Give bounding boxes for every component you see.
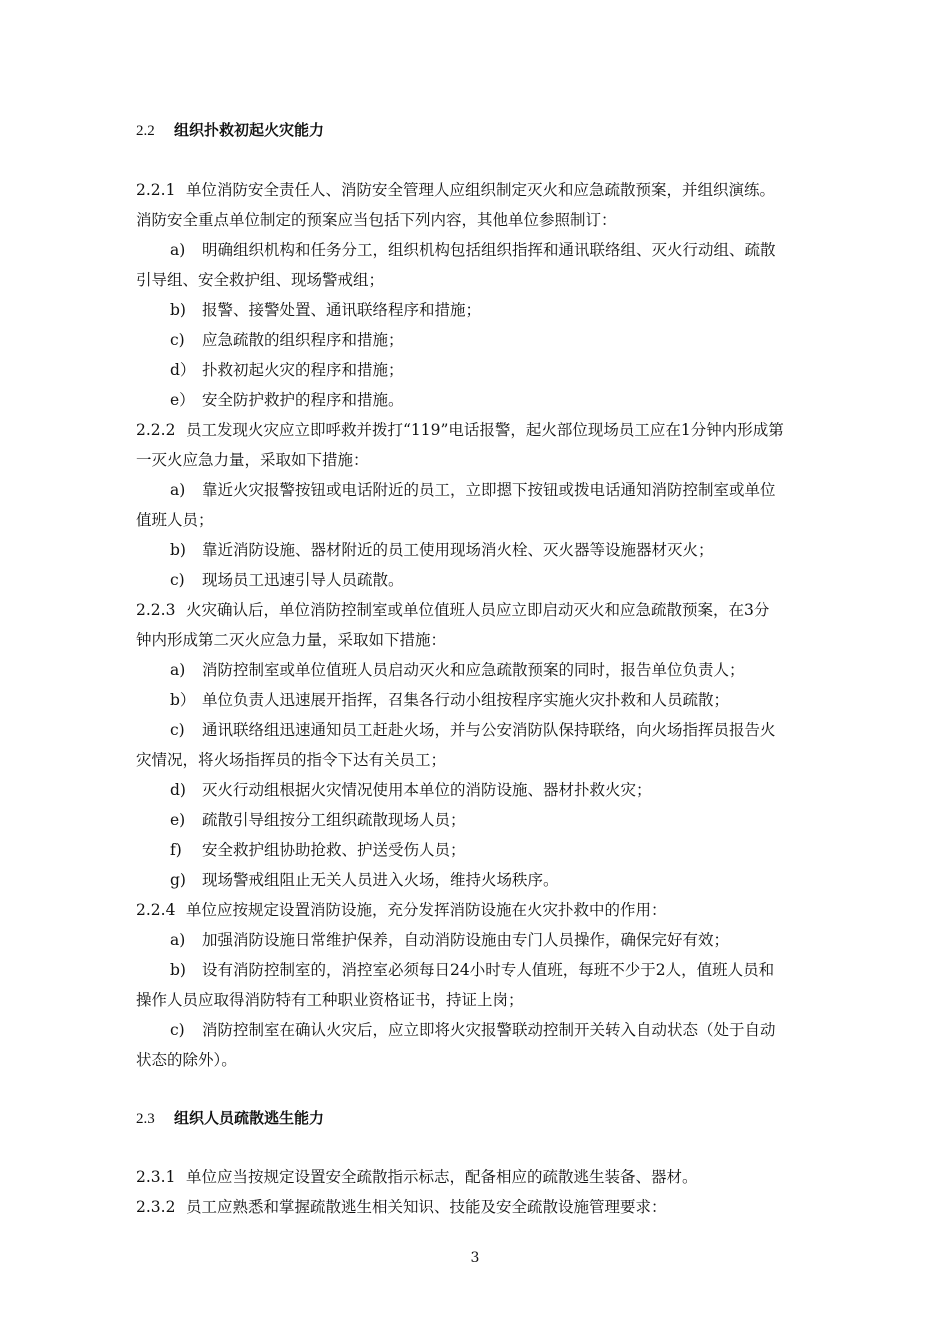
continuation-line — [136, 630, 446, 650]
item-text: 通讯联络组迅速通知员工赶赴火场，并与公安消防队保持联络，向火场指挥员报告火 — [202, 721, 776, 739]
clause-line — [136, 420, 784, 440]
item-marker: a) — [170, 931, 186, 949]
clause-text: 单位应按规定设置消防设施，充分发挥消防设施在火灾扑救中的作用： — [186, 901, 667, 919]
list-item — [170, 360, 404, 380]
item-text: 靠近火灾报警按钮或电话附近的员工，立即摁下按钮或拨电话通知消防控制室或单位 — [202, 481, 776, 499]
item-marker: b） — [170, 691, 196, 709]
clause-line — [136, 900, 667, 920]
clause-line — [136, 180, 775, 200]
clause-line — [136, 1167, 698, 1187]
item-marker: f) — [170, 841, 182, 859]
continuation-line — [136, 510, 214, 530]
list-item — [170, 540, 714, 560]
item-text: 安全防护救护的程序和措施。 — [202, 391, 404, 409]
list-item — [170, 1020, 776, 1040]
item-marker: c) — [170, 1021, 185, 1039]
clause-number: 2.2.3 — [136, 601, 176, 619]
item-text: 安全救护组协助抢救、护送受伤人员； — [202, 841, 466, 859]
item-text: 扑救初起火灾的程序和措施； — [202, 361, 404, 379]
page-number: 3 — [470, 1250, 480, 1266]
item-text: 现场警戒组阻止无关人员进入火场，维持火场秩序。 — [202, 871, 559, 889]
item-marker: c) — [170, 571, 185, 589]
item-text: 消防控制室在确认火灾后，应立即将火灾报警联动控制开关转入自动状态（处于自动 — [202, 1021, 776, 1039]
clause-number: 2.2.4 — [136, 901, 176, 919]
continuation-line — [136, 1050, 237, 1070]
item-marker: b) — [170, 541, 186, 559]
section-heading — [136, 1108, 324, 1129]
clause-line — [136, 1197, 667, 1217]
line-text: 值班人员； — [136, 511, 214, 529]
item-marker: d) — [170, 781, 186, 799]
item-marker: g) — [170, 871, 186, 889]
item-marker: c) — [170, 331, 185, 349]
continuation-line — [136, 210, 617, 230]
list-item — [170, 480, 776, 500]
clause-text: 单位应当按规定设置安全疏散指示标志，配备相应的疏散逃生装备、器材。 — [186, 1168, 698, 1186]
clause-text: 员工发现火灾应立即呼救并拨打“119”电话报警，起火部位现场员工应在1分钟内形成第 — [186, 421, 784, 439]
list-item — [170, 570, 404, 590]
list-item — [170, 660, 745, 680]
section-number: 2.2 — [136, 123, 155, 139]
clause-line — [136, 600, 769, 620]
list-item — [170, 390, 404, 410]
line-text: 操作人员应取得消防特有工种职业资格证书，持证上岗； — [136, 991, 524, 1009]
line-text: 钟内形成第二灭火应急力量，采取如下措施： — [136, 631, 447, 649]
clause-text: 员工应熟悉和掌握疏散逃生相关知识、技能及安全疏散设施管理要求： — [186, 1198, 667, 1216]
list-item — [170, 330, 404, 350]
list-item — [170, 720, 776, 740]
item-text: 明确组织机构和任务分工，组织机构包括组织指挥和通讯联络组、灭火行动组、疏散 — [202, 241, 776, 259]
item-marker: e） — [170, 391, 195, 409]
list-item — [170, 870, 559, 890]
item-text: 报警、接警处置、通讯联络程序和措施； — [202, 301, 482, 319]
line-text: 一灭火应急力量，采取如下措施： — [136, 451, 369, 469]
list-item — [170, 960, 774, 980]
item-marker: a) — [170, 661, 186, 679]
list-item — [170, 240, 776, 260]
line-text: 消防安全重点单位制定的预案应当包括下列内容，其他单位参照制订： — [136, 211, 617, 229]
list-item — [170, 930, 729, 950]
item-text: 消防控制室或单位值班人员启动灭火和应急疏散预案的同时，报告单位负责人； — [202, 661, 745, 679]
line-text: 状态的除外）。 — [136, 1051, 237, 1069]
item-marker: e) — [170, 811, 186, 829]
section-title: 组织人员疏散逃生能力 — [174, 1109, 325, 1127]
line-text: 引导组、安全救护组、现场警戒组； — [136, 271, 385, 289]
item-marker: a) — [170, 241, 186, 259]
item-text: 疏散引导组按分工组织疏散现场人员； — [202, 811, 466, 829]
item-text: 靠近消防设施、器材附近的员工使用现场消火栓、灭火器等设施器材灭火； — [202, 541, 714, 559]
item-text: 灭火行动组根据火灾情况使用本单位的消防设施、器材扑救火灾； — [202, 781, 652, 799]
item-marker: d） — [170, 361, 196, 379]
clause-number: 2.3.1 — [136, 1168, 176, 1186]
section-heading — [136, 120, 324, 141]
clause-number: 2.2.2 — [136, 421, 176, 439]
list-item — [170, 840, 466, 860]
clause-text: 火灾确认后，单位消防控制室或单位值班人员应立即启动灭火和应急疏散预案，在3分 — [186, 601, 770, 619]
item-text: 加强消防设施日常维护保养，自动消防设施由专门人员操作，确保完好有效； — [202, 931, 730, 949]
item-marker: b) — [170, 961, 186, 979]
clause-number: 2.2.1 — [136, 181, 176, 199]
item-marker: b) — [170, 301, 186, 319]
line-text: 灾情况，将火场指挥员的指令下达有关员工； — [136, 751, 447, 769]
continuation-line — [136, 750, 446, 770]
continuation-line — [136, 270, 384, 290]
section-number: 2.3 — [136, 1111, 155, 1127]
continuation-line — [136, 990, 524, 1010]
list-item — [170, 810, 466, 830]
list-item — [170, 780, 652, 800]
item-marker: c) — [170, 721, 185, 739]
section-title: 组织扑救初起火灾能力 — [174, 121, 325, 139]
item-text: 现场员工迅速引导人员疏散。 — [202, 571, 404, 589]
continuation-line — [136, 450, 369, 470]
item-text: 设有消防控制室的，消控室必须每日24小时专人值班，每班不少于2人，值班人员和 — [202, 961, 775, 979]
item-text: 应急疏散的组织程序和措施； — [202, 331, 404, 349]
item-text: 单位负责人迅速展开指挥，召集各行动小组按程序实施火灾扑救和人员疏散； — [202, 691, 730, 709]
list-item — [170, 690, 729, 710]
item-marker: a) — [170, 481, 186, 499]
list-item — [170, 300, 481, 320]
clause-number: 2.3.2 — [136, 1198, 176, 1216]
clause-text: 单位消防安全责任人、消防安全管理人应组织制定灭火和应急疏散预案，并组织演练。 — [186, 181, 776, 199]
